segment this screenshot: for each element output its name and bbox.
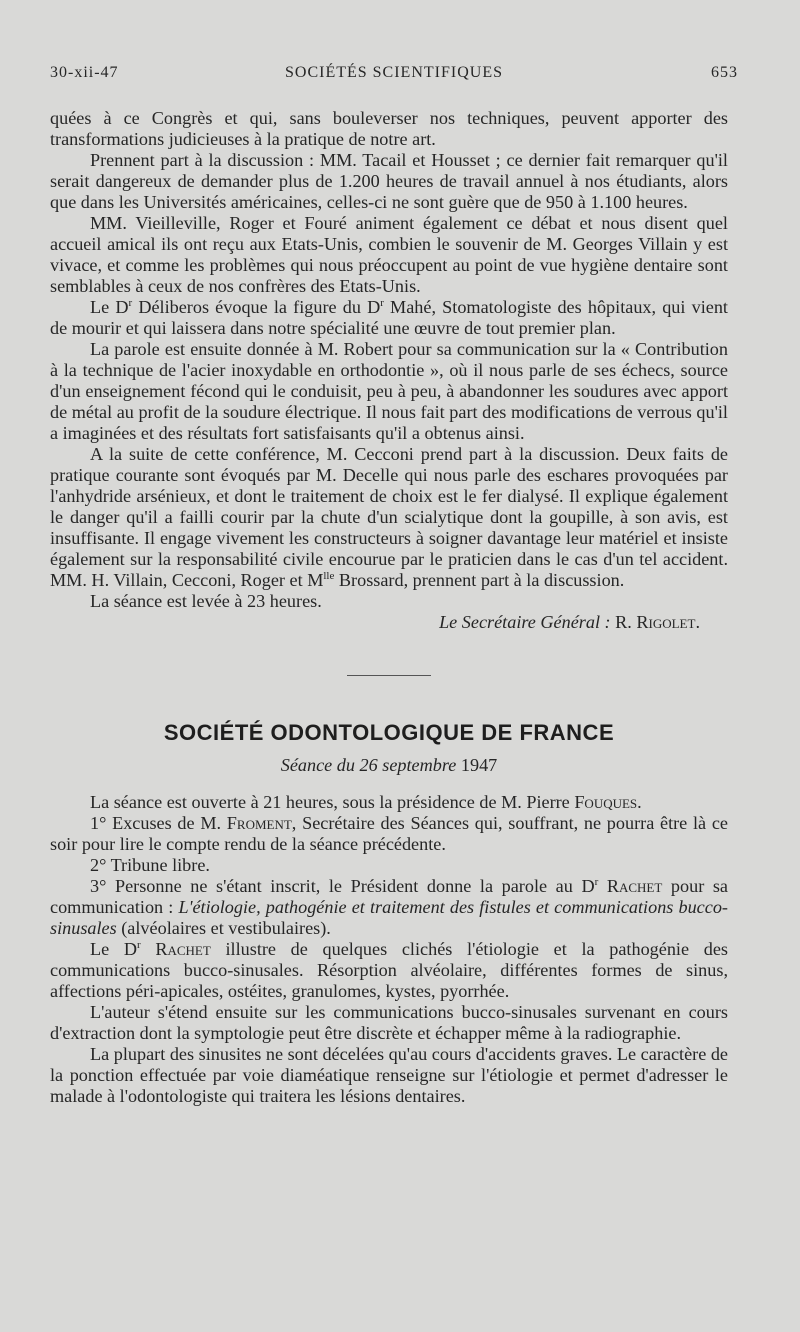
paragraph: L'auteur s'étend ensuite sur les communications bucco-sinusales survenant en cours d'extraction dont la symptologie peut être discrète et échapper même à la radiographie.	[50, 1002, 728, 1043]
text-run: illustre de quelques clichés l'étiologie et la pathogénie des communications bucco-sinusales. Résorption alvéolaire, différentes formes de sinus, affections péri-apicales, ostéites, granulomes, kystes, pyorrhée.	[50, 939, 728, 1001]
paragraph	[50, 876, 728, 939]
signature	[50, 612, 728, 633]
signature-name: R. Rigolet.	[615, 612, 700, 632]
text-run: pour sa communication :	[50, 876, 728, 917]
paragraph: 2° Tribune libre.	[90, 855, 210, 875]
paragraph	[50, 792, 728, 813]
text-run: Déliberos évoque la figure du D	[132, 297, 381, 317]
text-run: (alvéolaires et vestibulaires).	[116, 918, 331, 938]
text-run: 3° Personne ne s'étant inscrit, le Président donne la parole au D	[90, 876, 595, 896]
paragraph	[50, 939, 728, 1002]
paragraph: quées à ce Congrès et qui, sans bouleverser nos techniques, peuvent apporter des transformations judicieuses à la pratique de notre art.	[50, 108, 728, 149]
communication-title: L'étiologie, pathogénie et traitement des fistules et communications bucco-sinusales	[50, 897, 728, 938]
text-run: La séance est ouverte à 21 heures, sous la présidence de M. Pierre	[90, 792, 575, 812]
article-body	[50, 108, 728, 1107]
superscript: r	[380, 296, 384, 309]
person-name: Rachet	[598, 876, 663, 896]
header-date: 30-xii-47	[50, 64, 119, 81]
section-title: SOCIÉTÉ ODONTOLOGIQUE DE FRANCE	[163, 720, 615, 745]
paragraph	[50, 444, 728, 591]
session-date-text: Séance du 26 septembre	[280, 755, 457, 775]
text-run: Le D	[90, 297, 129, 317]
text-run: , Secrétaire des Séances qui, souffrant, ne pourra être là ce soir pour lire le compte rendu de la séance précédente.	[50, 813, 728, 854]
paragraph: La parole est ensuite donnée à M. Robert pour sa communication sur la « Contribution à la technique de l'acier inoxydable en orthodontie », où il nous parle de ses échecs, source d'un enseignement fécond qui le conduisit, peu à peu, à abandonner les soudures avec apport de métal au profit de la soudure électrique. Il nous fait part des modifications de verrous qu'il a imaginées et des résultats fort satisfaisants qu'il a obtenus ainsi.	[50, 339, 728, 443]
person-name: Rachet	[140, 939, 211, 959]
text-run: Brossard, prennent part à la discussion.	[334, 570, 625, 590]
paragraph: MM. Vieilleville, Roger et Fouré animent également ce débat et nous disent quel accueil amical ils ont reçu aux Etats-Unis, combien le souvenir de M. Georges Villain y est vivace, et comme les problèmes qui nous préoccupent au point de vue hygiène dentaire sont semblables à ceux de nos confrères des Etats-Unis.	[50, 213, 728, 296]
text-run: .	[637, 792, 642, 812]
signature-role: Le Secrétaire Général :	[439, 612, 616, 632]
session-date	[50, 755, 728, 776]
paragraph: La plupart des sinusites ne sont décelées qu'au cours d'accidents graves. Le caractère de la ponction effectuée par voie diaméatique renseigne sur l'étiologie et permet d'adresser le malade à l'odontologiste qui traitera les lésions dentaires.	[50, 1044, 728, 1106]
header-page-number: 653	[711, 64, 738, 81]
superscript: r	[594, 875, 599, 888]
paragraph	[50, 297, 728, 339]
session-year: 1947	[460, 755, 498, 775]
text-run: Le D	[90, 939, 137, 959]
person-name: Fouques	[574, 792, 638, 812]
text-run: Mahé, Stomatologiste des hôpitaux, qui vient de mourir et qui laissera dans notre spécialité une œuvre de tout premier plan.	[50, 297, 728, 338]
section-divider	[347, 675, 431, 676]
text-run: 1° Excuses de M.	[90, 813, 227, 833]
paragraph	[50, 813, 728, 855]
text-run: A la suite de cette conférence, M. Cecconi prend part à la discussion. Deux faits de pratique courante sont évoqués par M. Decelle qui nous parle des eschares provoquées par l'anhydride arsénieux, et dont le traitement de choix est le fer dialysé. Il explique également le danger qu'il a failli courir par la chute d'un scialytique dont la goupille, à son avis, est insuffisante. Il engage vivement les constructeurs à soigner davantage leur matériel et insiste également sur la responsabilité civile encourue par le praticien dans le cas d'un tel accident. MM. H. Villain, Cecconi, Roger et M	[50, 444, 728, 590]
person-name: Froment	[226, 813, 292, 833]
running-header	[50, 64, 738, 88]
paragraph: La séance est levée à 23 heures.	[90, 591, 322, 611]
header-section-title: SOCIÉTÉS SCIENTIFIQUES	[284, 64, 503, 81]
superscript: r	[137, 938, 141, 951]
paragraph: Prennent part à la discussion : MM. Tacail et Housset ; ce dernier fait remarquer qu'il serait dangereux de demander plus de 1.200 heures de travail annuel à nos étudiants, alors que dans les Universités américaines, celles-ci ne sont guère que de 950 à 1.100 heures.	[50, 150, 728, 212]
superscript: r	[128, 296, 133, 309]
superscript: lle	[323, 569, 335, 582]
